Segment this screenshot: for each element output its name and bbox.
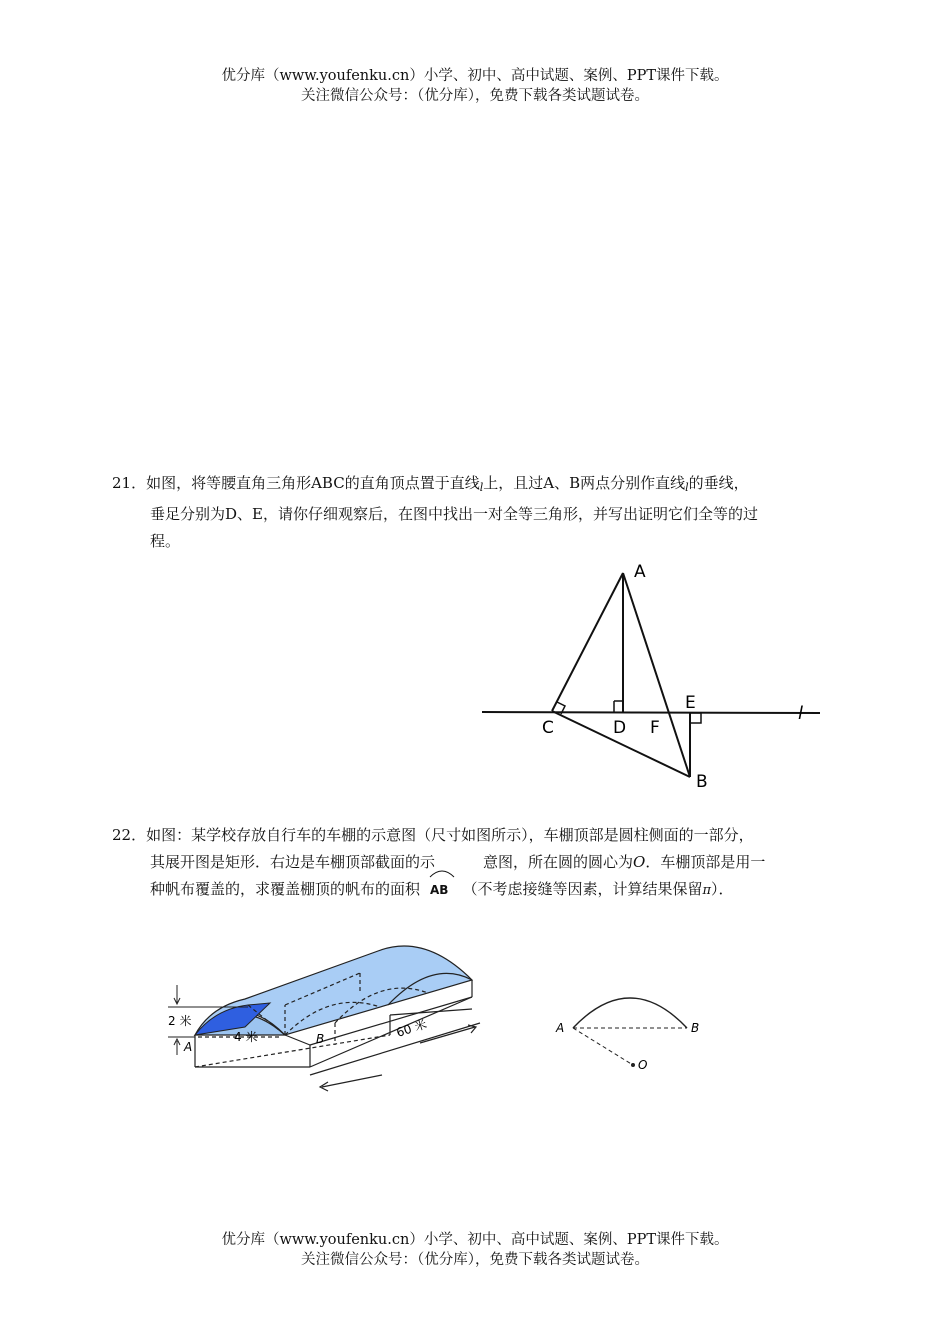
label-section-o: O bbox=[638, 1058, 648, 1072]
q22-line-2: 其展开图是矩形．右边是车棚顶部截面的示 意图，所在圆的圆心为O．车棚顶部是用一 bbox=[150, 853, 766, 871]
label-height: 2 米 bbox=[168, 1014, 192, 1028]
q22-shed-figure bbox=[150, 945, 510, 1095]
q21-figure bbox=[470, 555, 840, 800]
segment-ac bbox=[552, 573, 623, 711]
label-e: E bbox=[685, 693, 696, 713]
page-footer bbox=[0, 1230, 950, 1270]
q21-line-3: 程。 bbox=[150, 532, 181, 550]
label-width: 4 米 bbox=[234, 1030, 258, 1044]
segment-ab bbox=[623, 573, 690, 777]
label-a: A bbox=[634, 562, 646, 582]
question-21 bbox=[112, 470, 852, 555]
q21-line-1: 21．如图，将等腰直角三角形ABC的直角顶点置于直线$_l$上，且过A、B两点分别作直线$_l$的垂线， bbox=[112, 474, 749, 494]
line-l bbox=[482, 712, 820, 713]
q22-number: 22． bbox=[112, 826, 147, 844]
footer-line-2: 关注微信公众号：（优分库），免费下载各类试题试卷。 bbox=[301, 1252, 649, 1268]
center-point-o bbox=[631, 1063, 635, 1067]
label-length: 60 米 bbox=[394, 1016, 429, 1040]
question-22 bbox=[112, 822, 852, 904]
header-line-1: 优分库（www.youfenku.cn）小学、初中、高中试题、案例、PPT课件下载。 bbox=[221, 68, 729, 84]
arc-ab-symbol: AB bbox=[430, 877, 448, 904]
header-line-2: 关注微信公众号：（优分库），免费下载各类试题试卷。 bbox=[301, 88, 649, 104]
label-c: C bbox=[542, 718, 554, 738]
q22-line-1: 22．如图：某学校存放自行车的车棚的示意图（尺寸如图所示），车棚顶部是圆柱侧面的一部分， bbox=[112, 826, 754, 844]
q21-number: 21． bbox=[112, 474, 147, 492]
arc-ab bbox=[573, 998, 687, 1028]
label-b: B bbox=[696, 772, 708, 792]
label-f: F bbox=[650, 718, 660, 738]
q22-line-3: 种帆布覆盖的，求覆盖棚顶的帆布的面积 AB （不考虑接缝等因素，计算结果保留π）． bbox=[112, 876, 852, 904]
label-shed-a: A bbox=[184, 1040, 193, 1054]
label-d: D bbox=[613, 718, 627, 738]
label-l: l bbox=[798, 703, 804, 724]
q21-line-2: 垂足分别为D、E，请你仔细观察后，在图中找出一对全等三角形，并写出证明它们全等的过 bbox=[150, 505, 758, 523]
label-section-a: A bbox=[556, 1021, 565, 1035]
q22-section-figure bbox=[550, 990, 710, 1080]
label-shed-b: B bbox=[316, 1032, 325, 1046]
label-section-b: B bbox=[691, 1021, 700, 1035]
footer-line-1: 优分库（www.youfenku.cn）小学、初中、高中试题、案例、PPT课件下载。 bbox=[221, 1232, 729, 1248]
page-header bbox=[0, 66, 950, 106]
